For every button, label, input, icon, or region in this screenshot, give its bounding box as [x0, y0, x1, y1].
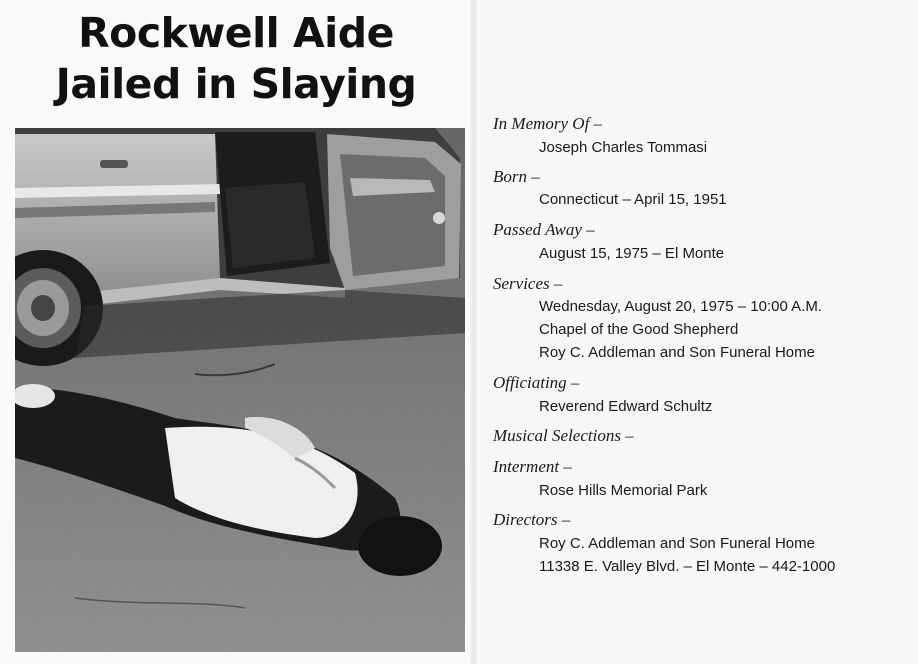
passed-away-value: August 15, 1975 – El Monte [539, 245, 725, 262]
services-label: Services – [493, 274, 563, 293]
services-line-2: Chapel of the Good Shepherd [539, 321, 739, 338]
officiating-label: Officiating – [493, 373, 580, 392]
headline-line-1: Rockwell Aide [78, 9, 394, 57]
memorial-card [476, 0, 918, 664]
directors-line-1: Roy C. Addleman and Son Funeral Home [539, 535, 815, 552]
born-label: Born – [493, 167, 540, 186]
services-line-3: Roy C. Addleman and Son Funeral Home [539, 344, 815, 361]
musical-selections-label: Musical Selections – [493, 426, 634, 445]
in-memory-of-label: In Memory Of – [493, 114, 603, 133]
passed-away-label: Passed Away – [493, 220, 595, 239]
car [15, 128, 465, 366]
headline [16, 8, 456, 110]
interment-value: Rose Hills Memorial Park [539, 482, 708, 499]
services-line-1: Wednesday, August 20, 1975 – 10:00 A.M. [539, 298, 822, 315]
news-photo [15, 128, 465, 652]
interment-label: Interment – [493, 457, 572, 476]
born-value: Connecticut – April 15, 1951 [539, 191, 727, 208]
in-memory-of-value: Joseph Charles Tommasi [539, 139, 708, 156]
officiating-value: Reverend Edward Schultz [539, 398, 713, 415]
directors-label: Directors – [493, 510, 571, 529]
headline-line-2: Jailed in Slaying [55, 60, 417, 108]
directors-line-2: 11338 E. Valley Blvd. – El Monte – 442-1000 [539, 558, 836, 575]
